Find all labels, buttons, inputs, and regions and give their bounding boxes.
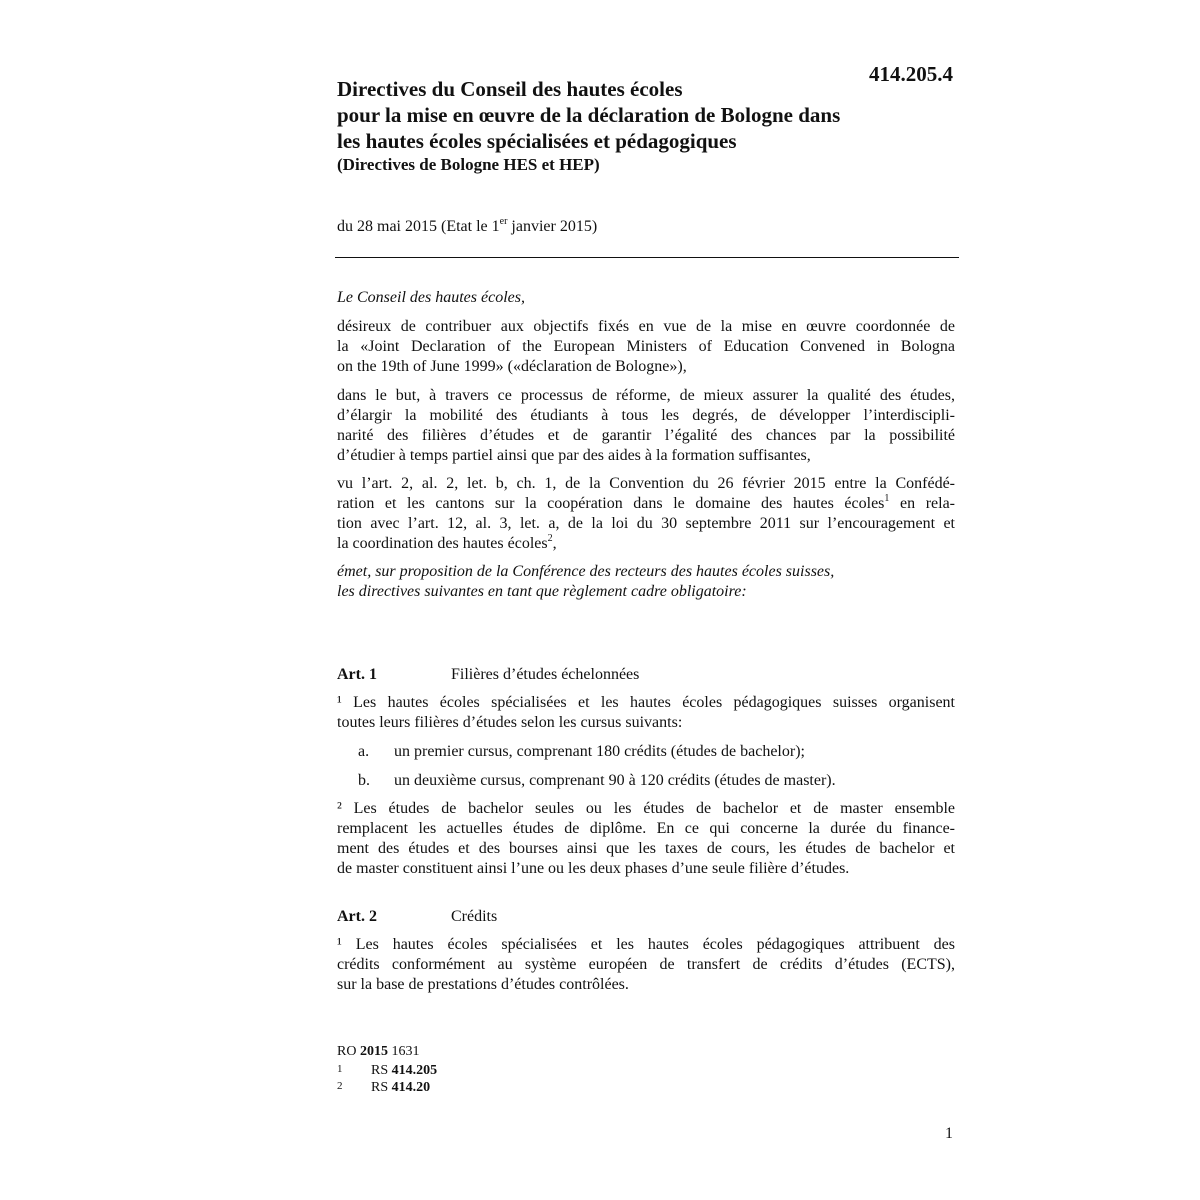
footnote-prefix: RS <box>371 1080 392 1095</box>
paragraph-line: la «Joint Declaration of the European Ministers of Education Convened in Bologna <box>337 338 955 355</box>
paragraph-line: ¹ Les hautes écoles spécialisées et les hautes écoles pédagogiques attribuent des <box>337 936 955 953</box>
article-2-paragraph-1 <box>337 935 955 995</box>
article-number: Art. 1 <box>337 666 377 683</box>
footnote-number: 2 <box>337 1080 343 1092</box>
ro-prefix: RO <box>337 1044 360 1059</box>
title-line: pour la mise en œuvre de la déclaration de Bologne dans <box>337 103 841 127</box>
article-number: Art. 2 <box>337 908 377 925</box>
paragraph-line: émet, sur proposition de la Conférence des recteurs des hautes écoles suisses, <box>337 563 835 580</box>
paragraph-line: crédits conformément au système européen de transfert de crédits d’études (ECTS), <box>337 956 955 973</box>
paragraph-line <box>337 494 955 514</box>
paragraph-line <box>337 534 955 554</box>
page-number: 1 <box>945 1125 953 1142</box>
article-title: Filières d’études échelonnées <box>451 666 640 683</box>
date-superscript: er <box>499 215 508 227</box>
paragraph-text: la coordination des hautes écoles <box>337 535 548 552</box>
preamble-intro-text: Le Conseil des hautes écoles, <box>337 289 525 306</box>
article-1-heading <box>337 665 639 685</box>
title-line: les hautes écoles spécialisées et pédagogiques <box>337 129 737 153</box>
footnote-prefix: RS <box>371 1063 392 1078</box>
document-number: 414.205.4 <box>869 62 953 86</box>
paragraph-line: d’étudier à temps partiel ainsi que par des aides à la formation suffisantes, <box>337 447 811 464</box>
enacting-clause <box>337 562 955 602</box>
paragraph-line: ment des études et des bourses ainsi que les taxes de cours, les études de bachelor et <box>337 840 955 857</box>
paragraph-line: toutes leurs filières d’études selon les cursus suivants: <box>337 714 683 731</box>
paragraph-text: , <box>552 535 557 552</box>
paragraph-line: les directives suivantes en tant que règlement cadre obligatoire: <box>337 583 747 600</box>
paragraph-line: remplacent les actuelles études de diplôme. En ce qui concerne la durée du finance- <box>337 820 955 837</box>
list-letter: b. <box>358 772 370 789</box>
preamble-paragraph-2 <box>337 386 955 466</box>
paragraph-line: vu l’art. 2, al. 2, let. b, ch. 1, de la Convention du 26 février 2015 entre la Confédé- <box>337 475 955 492</box>
document-date <box>337 216 597 238</box>
paragraph-line: narité des filières d’études et de garantir l’égalité des chances par la possibilité <box>337 427 955 444</box>
footnote-reference-2[interactable]: 2 <box>547 532 553 544</box>
footnote-link[interactable]: 414.20 <box>391 1080 431 1095</box>
title-line: Directives du Conseil des hautes écoles <box>337 77 683 101</box>
list-text: un deuxième cursus, comprenant 90 à 120 crédits (études de master). <box>394 772 836 789</box>
date-prefix: du 28 mai 2015 (Etat le 1 <box>337 218 500 235</box>
paragraph-text: ration et les cantons sur la coopération dans le domaine des hautes écoles <box>337 495 885 512</box>
header-divider <box>335 257 959 258</box>
document-title <box>337 76 937 154</box>
paragraph-line: sur la base de prestations d’études contrôlées. <box>337 976 629 993</box>
preamble-intro <box>337 288 955 308</box>
article-2-heading <box>337 907 497 927</box>
date-suffix: janvier 2015) <box>507 218 598 235</box>
preamble-paragraph-1 <box>337 317 955 377</box>
ro-page: 1631 <box>387 1044 420 1059</box>
list-letter: a. <box>358 743 370 760</box>
paragraph-line: dans le but, à travers ce processus de réforme, de mieux assurer la qualité des études, <box>337 387 955 404</box>
footnote-1 <box>337 1063 437 1079</box>
paragraph-line: ² Les études de bachelor seules ou les études de bachelor et de master ensemble <box>337 800 955 817</box>
article-1-paragraph-1 <box>337 693 955 733</box>
ro-year: 2015 <box>359 1044 388 1059</box>
paragraph-line: désireux de contribuer aux objectifs fixés en vue de la mise en œuvre coordonnée de <box>337 318 955 335</box>
list-text: un premier cursus, comprenant 180 crédits (études de bachelor); <box>394 743 805 760</box>
footnote-link[interactable]: 414.205 <box>391 1063 438 1078</box>
footnote-2 <box>337 1080 430 1096</box>
footnote-number: 1 <box>337 1063 343 1075</box>
paragraph-line: ¹ Les hautes écoles spécialisées et les hautes écoles pédagogiques suisses organisent <box>337 694 955 711</box>
list-item <box>358 771 836 791</box>
article-title: Crédits <box>451 908 498 925</box>
paragraph-line: d’élargir la mobilité des étudiants à tous les degrés, de développer l’interdiscipli- <box>337 407 955 424</box>
document-subtitle: (Directives de Bologne HES et HEP) <box>337 155 600 174</box>
paragraph-line: on the 19th of June 1999» («déclaration de Bologne»), <box>337 358 687 375</box>
list-item <box>358 742 805 762</box>
paragraph-line: tion avec l’art. 12, al. 3, let. a, de la loi du 30 septembre 2011 sur l’encouragement et <box>337 515 955 532</box>
paragraph-text: en rela- <box>889 495 955 512</box>
official-compilation-reference <box>337 1044 419 1060</box>
preamble-paragraph-3 <box>337 474 955 554</box>
paragraph-line: de master constituent ainsi l’une ou les deux phases d’une seule filière d’études. <box>337 860 850 877</box>
footnote-reference-1[interactable]: 1 <box>884 492 890 504</box>
article-1-paragraph-2 <box>337 799 955 879</box>
